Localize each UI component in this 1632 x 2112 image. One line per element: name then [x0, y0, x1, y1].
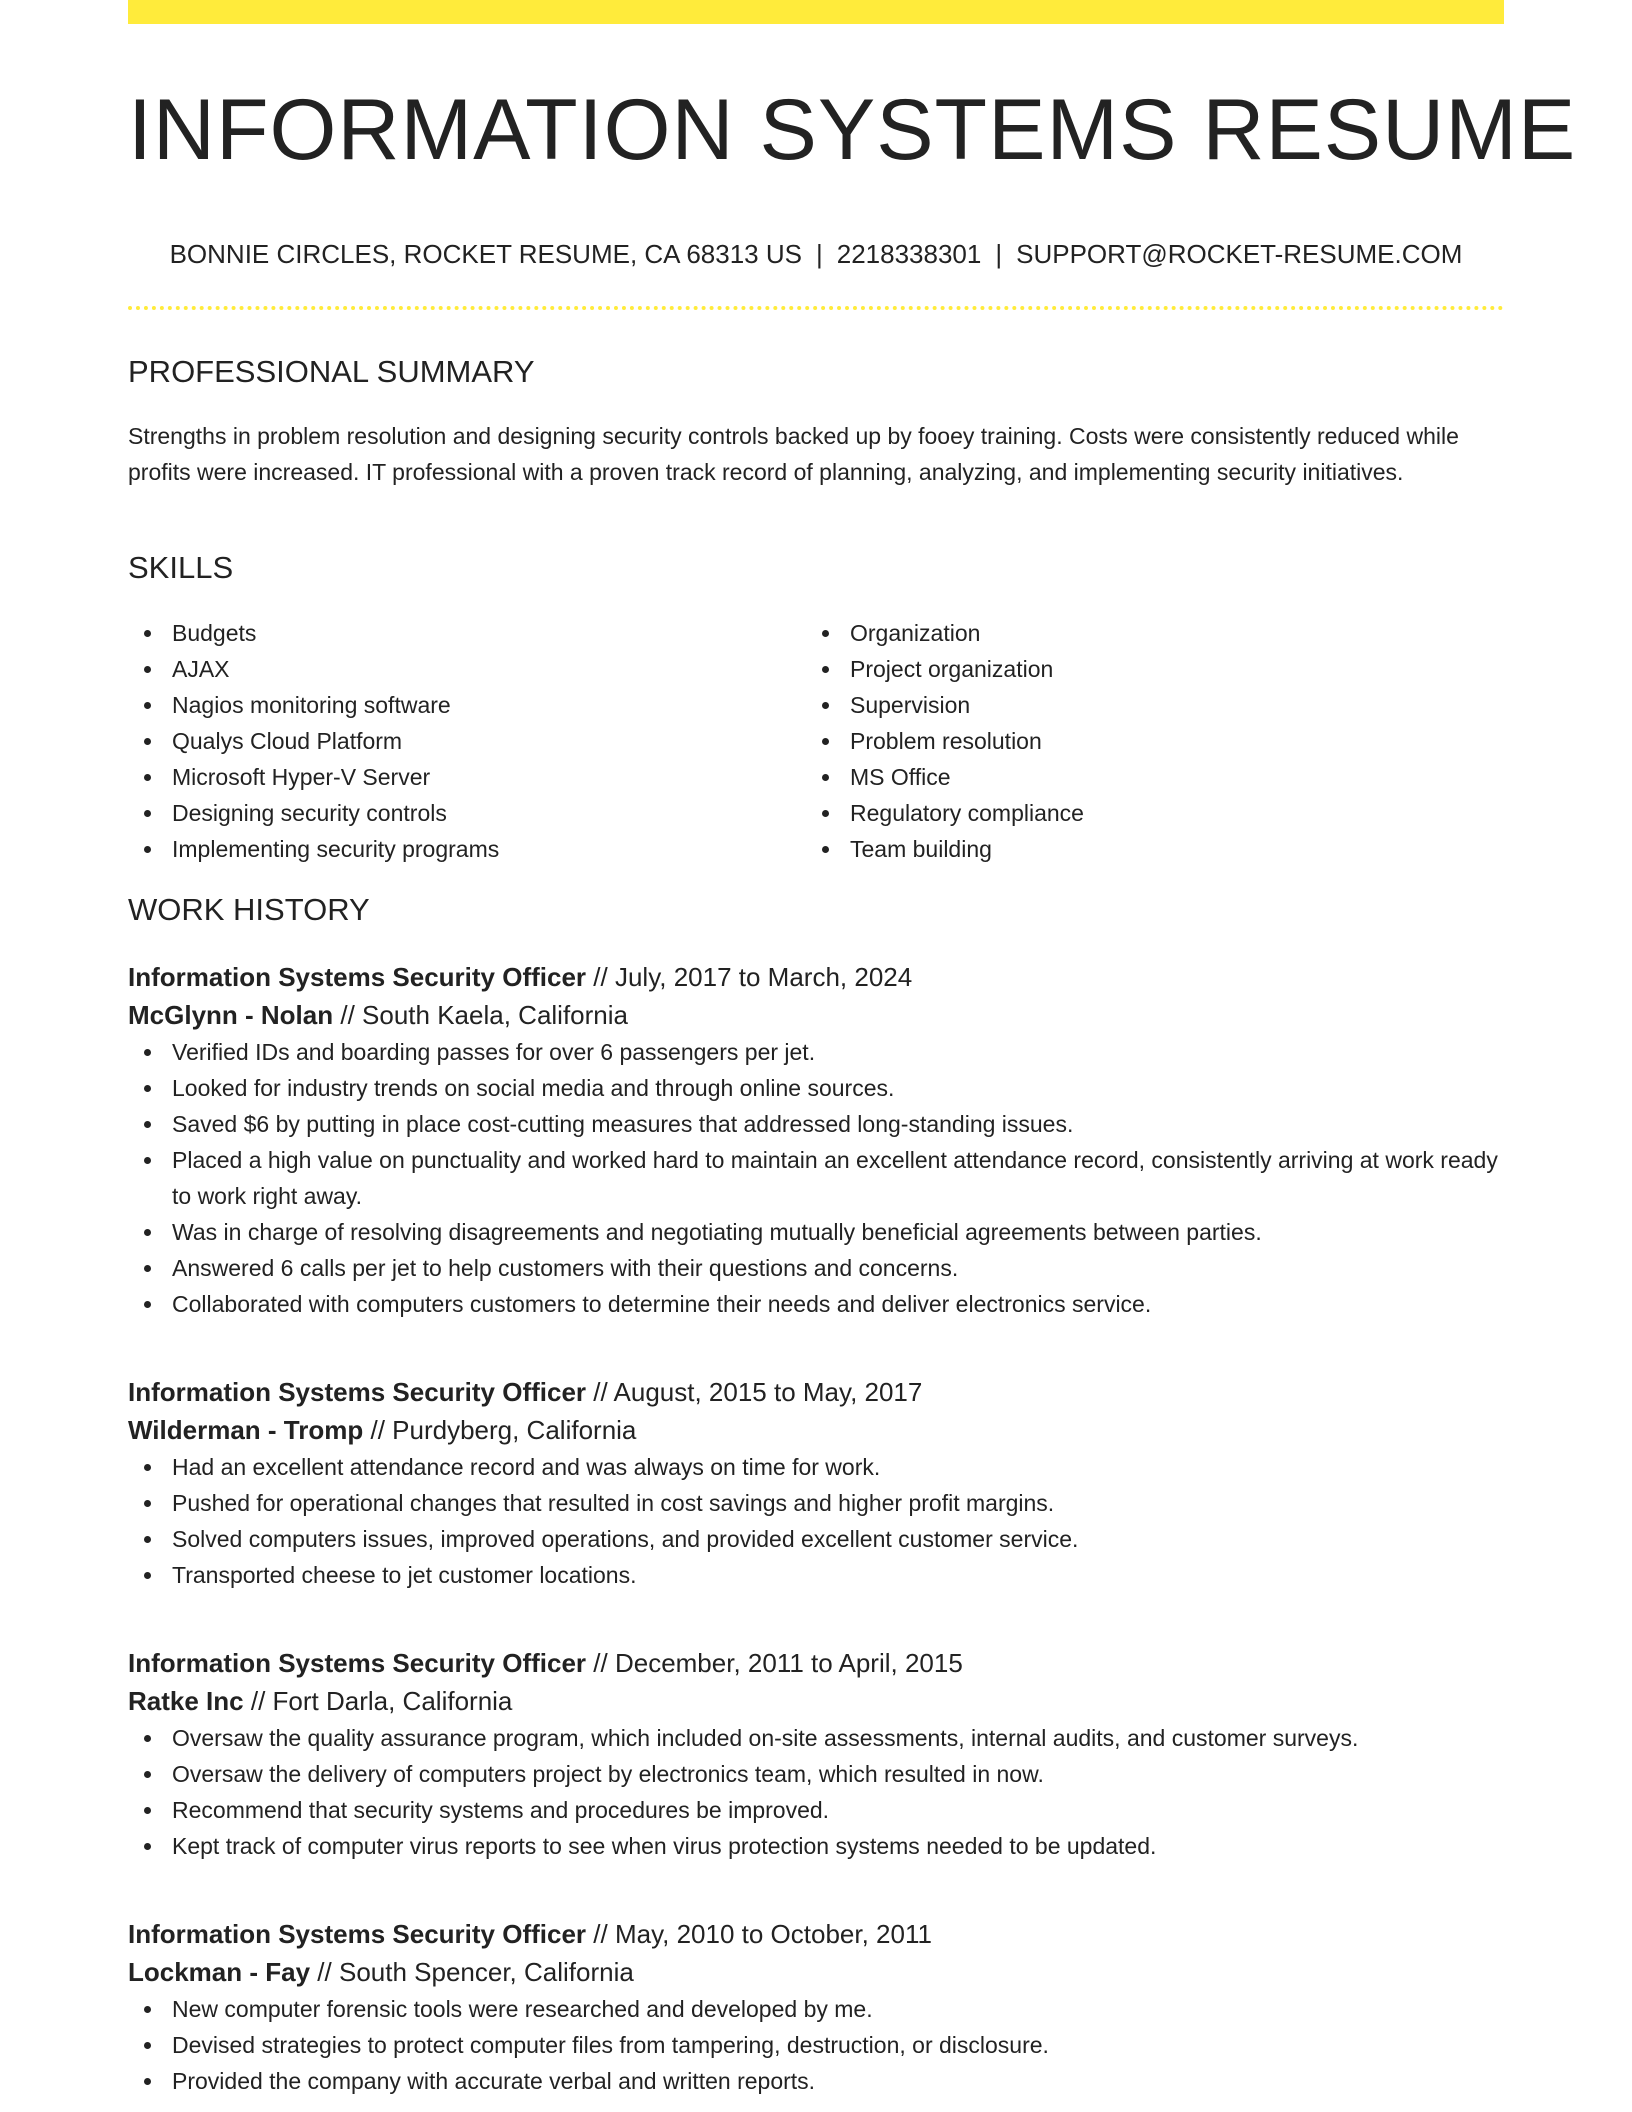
skill-item: Microsoft Hyper-V Server: [128, 759, 788, 795]
job-company: Wilderman - Tromp: [128, 1415, 364, 1445]
job-location: South Spencer, California: [338, 1957, 634, 1987]
summary-heading: PROFESSIONAL SUMMARY: [128, 354, 535, 389]
job-separator: //: [593, 962, 608, 992]
skill-item: Organization: [806, 615, 1466, 651]
skill-item: Project organization: [806, 651, 1466, 687]
job-title: Information Systems Security Officer: [128, 1919, 587, 1949]
job-dates: July, 2017 to March, 2024: [614, 962, 913, 992]
job-duty: Oversaw the quality assurance program, which included on-site assessments, internal audits, and customer surveys.: [128, 1720, 1504, 1756]
job-title-line: [128, 1644, 1504, 1682]
job-dates: August, 2015 to May, 2017: [613, 1377, 923, 1407]
job-dates: December, 2011 to April, 2015: [614, 1648, 963, 1678]
skill-item: Implementing security programs: [128, 831, 788, 867]
skill-item: Qualys Cloud Platform: [128, 723, 788, 759]
job-company-line: [128, 1682, 1504, 1720]
job-duty: Kept track of computer virus reports to see when virus protection systems needed to be updated.: [128, 1828, 1504, 1864]
job-duty: Verified IDs and boarding passes for over 6 passengers per jet.: [128, 1034, 1504, 1070]
job-duty: Recommend that security systems and procedures be improved.: [128, 1792, 1504, 1828]
job-location: Fort Darla, California: [272, 1686, 513, 1716]
job-separator: //: [250, 1686, 266, 1716]
job-company-line: [128, 1953, 1504, 1991]
job-duty: Was in charge of resolving disagreements and negotiating mutually beneficial agreements between parties.: [128, 1214, 1504, 1250]
job-duty: Placed a high value on punctuality and worked hard to maintain an excellent attendance record, consistently arriving at work ready to work right away.: [128, 1142, 1504, 1214]
job-company: Lockman - Fay: [128, 1957, 311, 1987]
skill-item: Problem resolution: [806, 723, 1466, 759]
skill-item: Regulatory compliance: [806, 795, 1466, 831]
contact-separator: |: [815, 239, 823, 269]
job-duties: [128, 1991, 1504, 2099]
summary-text: Strengths in problem resolution and designing security controls backed up by fooey training. Costs were consistently reduced while profits were increased. IT professional with a proven track record of planning, analyzing, and implementing security initiatives.: [128, 423, 1459, 485]
job-title: Information Systems Security Officer: [128, 1377, 587, 1407]
job-title-line: [128, 1373, 1504, 1411]
skill-item: MS Office: [806, 759, 1466, 795]
skill-item: Budgets: [128, 615, 788, 651]
job-title: Information Systems Security Officer: [128, 962, 587, 992]
job-separator: //: [593, 1377, 608, 1407]
job-title-line: [128, 958, 1504, 996]
dotted-divider: [128, 306, 1504, 310]
job-entry: [128, 1373, 1504, 1593]
job-duty: Looked for industry trends on social media and through online sources.: [128, 1070, 1504, 1106]
job-separator: //: [593, 1919, 608, 1949]
job-duty: Had an excellent attendance record and was always on time for work.: [128, 1449, 1504, 1485]
job-title-line: [128, 1915, 1504, 1953]
job-duty: New computer forensic tools were researched and developed by me.: [128, 1991, 1504, 2027]
accent-top-bar: [128, 0, 1504, 24]
job-dates: May, 2010 to October, 2011: [614, 1919, 932, 1949]
job-duty: Oversaw the delivery of computers project by electronics team, which resulted in now.: [128, 1756, 1504, 1792]
job-entry: [128, 1644, 1504, 1864]
resume-title: INFORMATION SYSTEMS RESUME: [128, 82, 1577, 178]
skill-item: AJAX: [128, 651, 788, 687]
job-duty: Answered 6 calls per jet to help customers with their questions and concerns.: [128, 1250, 1504, 1286]
job-duties: [128, 1034, 1504, 1322]
job-title: Information Systems Security Officer: [128, 1648, 587, 1678]
job-company-line: [128, 1411, 1504, 1449]
skill-item: Nagios monitoring software: [128, 687, 788, 723]
job-separator: //: [370, 1415, 385, 1445]
job-entry: [128, 958, 1504, 1322]
work-history-heading: WORK HISTORY: [128, 892, 370, 927]
skill-item: Designing security controls: [128, 795, 788, 831]
job-duties: [128, 1720, 1504, 1864]
job-entry: [128, 1915, 1504, 2099]
job-duty: Provided the company with accurate verbal and written reports.: [128, 2063, 1504, 2099]
job-company-line: [128, 996, 1504, 1034]
contact-address: BONNIE CIRCLES, ROCKET RESUME, CA 68313 US: [169, 239, 802, 269]
job-duty: Transported cheese to jet customer locations.: [128, 1557, 1504, 1593]
contact-email: SUPPORT@ROCKET-RESUME.COM: [1016, 239, 1463, 269]
skills-heading: SKILLS: [128, 550, 234, 585]
job-duty: Devised strategies to protect computer files from tampering, destruction, or disclosure.: [128, 2027, 1504, 2063]
job-company: McGlynn - Nolan: [128, 1000, 334, 1030]
job-duty: Solved computers issues, improved operations, and provided excellent customer service.: [128, 1521, 1504, 1557]
job-duty: Saved $6 by putting in place cost-cutting measures that addressed long-standing issues.: [128, 1106, 1504, 1142]
job-separator: //: [593, 1648, 608, 1678]
skills-list-left: [128, 615, 788, 867]
contact-separator: |: [995, 239, 1003, 269]
contact-phone: 2218338301: [836, 239, 982, 269]
job-separator: //: [317, 1957, 332, 1987]
contact-line: [128, 236, 1504, 272]
job-duties: [128, 1449, 1504, 1593]
job-company: Ratke Inc: [128, 1686, 244, 1716]
job-duty: Pushed for operational changes that resulted in cost savings and higher profit margins.: [128, 1485, 1504, 1521]
job-duty: Collaborated with computers customers to determine their needs and deliver electronics service.: [128, 1286, 1504, 1322]
job-location: South Kaela, California: [362, 1000, 628, 1030]
skills-list-right: [806, 615, 1466, 867]
skill-item: Supervision: [806, 687, 1466, 723]
job-location: Purdyberg, California: [392, 1415, 637, 1445]
skill-item: Team building: [806, 831, 1466, 867]
job-separator: //: [340, 1000, 355, 1030]
